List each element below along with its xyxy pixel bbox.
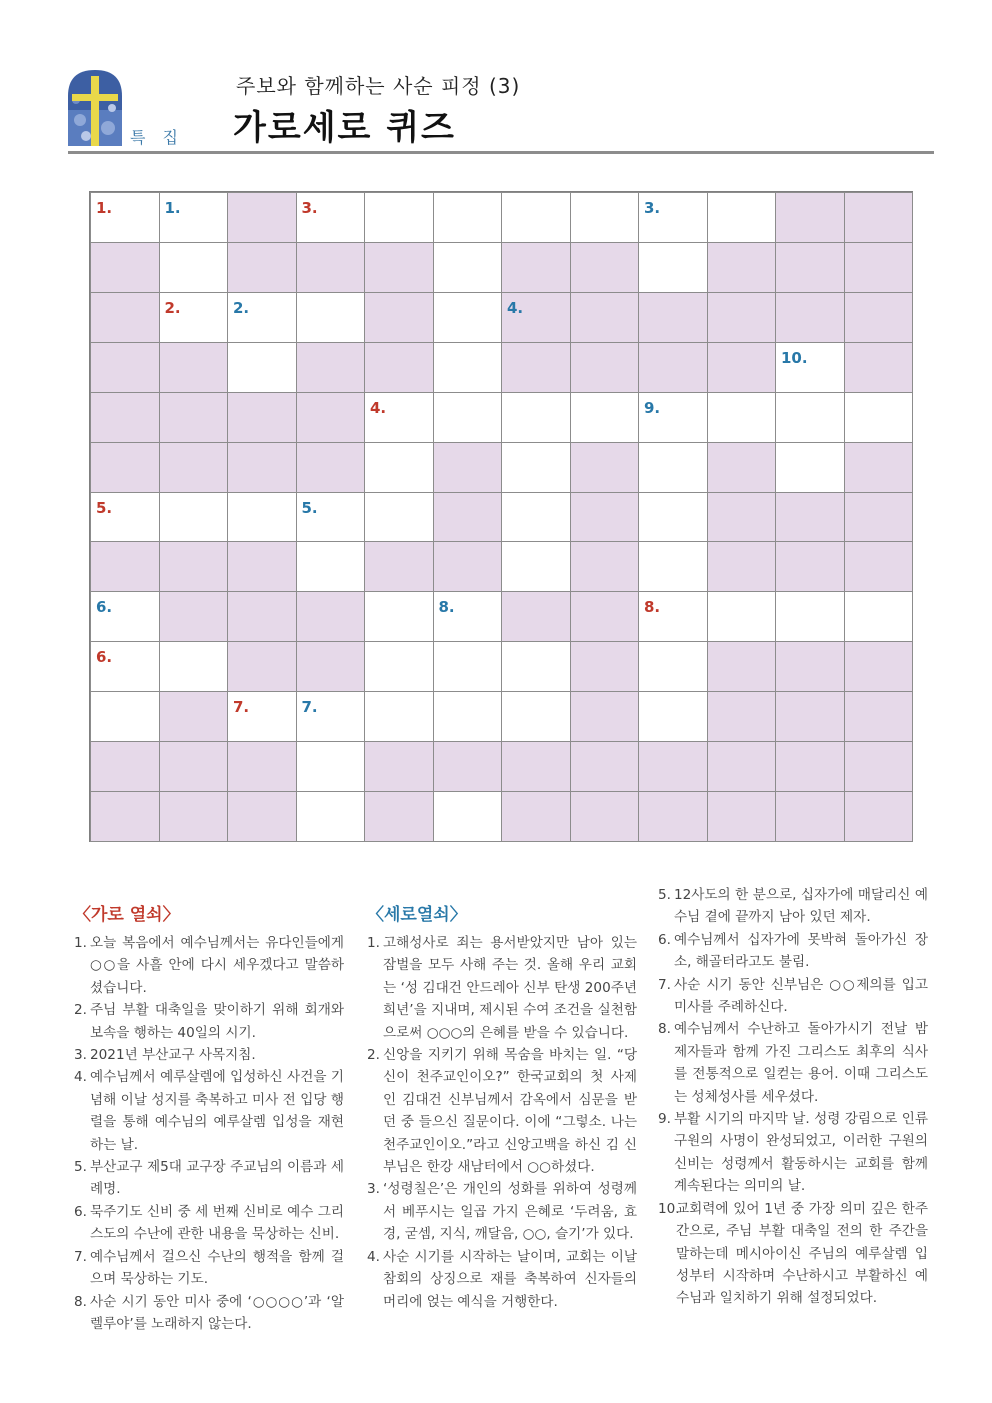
shaded-cell — [227, 392, 297, 443]
shaded-cell — [159, 342, 229, 393]
answer-cell[interactable] — [501, 541, 571, 592]
shaded-cell — [775, 691, 845, 742]
answer-cell[interactable] — [433, 791, 503, 842]
answer-cell[interactable] — [775, 442, 845, 493]
answer-cell[interactable] — [364, 641, 434, 692]
clue-text: 사순 시기를 시작하는 날이며, 교회는 이날 참회의 상징으로 재를 축복하여 신자들의 머리에 얹는 예식을 거행한다. — [383, 1248, 637, 1310]
shaded-cell — [638, 342, 708, 393]
clue-text: 교회력에 있어 1년 중 가장 의미 깊은 한주간으로, 주님 부활 대축일 전의 한 주간을 말하는데 메시아이신 주님의 예루살렘 입성부터 시작하며 수난하시고 부활하신 예수님과 일치하기 위해 설정되었다. — [676, 1200, 928, 1307]
clue-text: 사순 시기 동안 미사 중에 ‘○○○○’과 ‘알렐루야’를 노래하지 않는다. — [90, 1293, 344, 1332]
answer-cell[interactable] — [159, 641, 229, 692]
clue-text: 주님 부활 대축일을 맞이하기 위해 회개와 보속을 행하는 40일의 시기. — [90, 1002, 344, 1041]
shaded-cell — [844, 492, 914, 543]
page-title: 가로세로 퀴즈 — [233, 108, 456, 148]
answer-cell[interactable] — [570, 392, 640, 443]
section-badge: 특 집 — [130, 128, 184, 147]
shaded-cell — [90, 242, 160, 293]
shaded-cell — [501, 292, 571, 343]
answer-cell[interactable] — [90, 591, 160, 642]
shaded-cell — [433, 442, 503, 493]
answer-cell[interactable] — [90, 691, 160, 742]
across-clues — [74, 902, 344, 1335]
shaded-cell — [501, 741, 571, 792]
clue-text: 고해성사로 죄는 용서받았지만 남아 있는 잠벌을 모두 사해 주는 것. 올해 우리 교회는 ‘성 김대건 안드레아 신부 탄생 200주년 희년’을 지내며, 제시된 수여 조건을 실천함으로써 ○○○의 은혜를 받을 수 있습니다. — [383, 935, 637, 1041]
shaded-cell — [501, 342, 571, 393]
shaded-cell — [570, 541, 640, 592]
shaded-cell — [227, 591, 297, 642]
shaded-cell — [570, 292, 640, 343]
answer-cell[interactable] — [364, 691, 434, 742]
down-clues — [367, 902, 637, 1313]
shaded-cell — [707, 292, 777, 343]
shaded-cell — [775, 641, 845, 692]
shaded-cell — [364, 741, 434, 792]
shaded-cell — [570, 691, 640, 742]
shaded-cell — [433, 541, 503, 592]
shaded-cell — [159, 591, 229, 642]
answer-cell[interactable] — [296, 741, 366, 792]
shaded-cell — [501, 791, 571, 842]
answer-cell[interactable] — [433, 691, 503, 742]
across-clue-number: 4. — [370, 398, 387, 417]
clue-text: 예수님께서 수난하고 돌아가시기 전날 밤 제자들과 함께 가진 그리스도 최후의 식사를 전통적으로 일컫는 용어. 이때 그리스도는 성체성사를 세우셨다. — [674, 1021, 928, 1105]
answer-cell[interactable] — [296, 691, 366, 742]
answer-cell[interactable] — [501, 691, 571, 742]
shaded-cell — [775, 192, 845, 243]
shaded-cell — [296, 392, 366, 443]
across-clue-number: 8. — [644, 598, 661, 617]
shaded-cell — [844, 541, 914, 592]
down-clue — [658, 929, 928, 974]
shaded-cell — [296, 442, 366, 493]
down-clue — [658, 1018, 928, 1108]
shaded-cell — [227, 541, 297, 592]
answer-cell[interactable] — [296, 541, 366, 592]
answer-cell[interactable] — [707, 591, 777, 642]
answer-cell[interactable] — [159, 492, 229, 543]
shaded-cell — [501, 242, 571, 293]
shaded-cell — [159, 442, 229, 493]
shaded-cell — [90, 292, 160, 343]
shaded-cell — [707, 691, 777, 742]
across-clue-number: 6. — [96, 648, 113, 667]
clue-text: 예수님께서 십자가에 못박혀 돌아가신 장소, 해골터라고도 불림. — [674, 931, 928, 971]
clue-number: 3. — [74, 1047, 87, 1064]
across-clue-number: 3. — [301, 199, 318, 217]
shaded-cell — [844, 442, 914, 493]
down-clue — [367, 1246, 637, 1313]
answer-cell[interactable] — [364, 392, 434, 443]
across-clue-number: 7. — [233, 698, 250, 717]
answer-cell[interactable] — [296, 292, 366, 343]
answer-cell[interactable] — [775, 392, 845, 443]
shaded-cell — [775, 541, 845, 592]
answer-cell[interactable] — [501, 492, 571, 543]
clue-text: 예수님께서 예루살렘에 입성하신 사건을 기념해 이날 성지를 축복하고 미사 전 입당 행렬을 통해 예수님의 예루살렘 입성을 재현하는 날. — [90, 1069, 344, 1153]
shaded-cell — [227, 192, 297, 243]
shaded-cell — [775, 791, 845, 842]
shaded-cell — [570, 342, 640, 393]
answer-cell[interactable] — [433, 392, 503, 443]
shaded-cell — [844, 192, 914, 243]
clue-number: 4. — [74, 1069, 87, 1086]
shaded-cell — [707, 442, 777, 493]
across-clue — [74, 1201, 344, 1246]
shaded-cell — [296, 591, 366, 642]
answer-cell[interactable] — [844, 591, 914, 642]
down-clue-number: 7. — [301, 698, 318, 717]
answer-cell[interactable] — [227, 492, 297, 543]
shaded-cell — [707, 492, 777, 543]
clue-number: 2. — [367, 1047, 380, 1064]
shaded-cell — [844, 292, 914, 343]
down-clue — [658, 884, 928, 929]
answer-cell[interactable] — [638, 392, 708, 443]
clue-number: 6. — [658, 931, 671, 948]
answer-cell[interactable] — [775, 342, 845, 393]
clue-text: 예수님께서 걸으신 수난의 행적을 함께 걸으며 묵상하는 기도. — [90, 1248, 344, 1288]
clue-number: 6. — [74, 1203, 87, 1220]
shaded-cell — [227, 641, 297, 692]
shaded-cell — [775, 741, 845, 792]
clue-number: 5. — [658, 887, 671, 903]
across-clue-number: 5. — [96, 498, 113, 517]
answer-cell[interactable] — [227, 342, 297, 393]
shaded-cell — [227, 242, 297, 293]
across-clue — [74, 1291, 344, 1336]
answer-cell[interactable] — [775, 591, 845, 642]
clue-text: 사순 시기 동안 신부님은 ○○제의를 입고 미사를 주례하신다. — [674, 976, 928, 1016]
answer-cell[interactable] — [501, 641, 571, 692]
shaded-cell — [775, 492, 845, 543]
shaded-cell — [90, 541, 160, 592]
shaded-cell — [296, 342, 366, 393]
clue-text: 오늘 복음에서 예수님께서는 유다인들에게 ○○을 사흘 안에 다시 세우겠다고 말씀하셨습니다. — [90, 935, 344, 996]
answer-cell[interactable] — [707, 392, 777, 443]
shaded-cell — [844, 342, 914, 393]
shaded-cell — [501, 591, 571, 642]
answer-cell[interactable] — [364, 192, 434, 243]
answer-cell[interactable] — [90, 492, 160, 543]
answer-cell[interactable] — [638, 442, 708, 493]
answer-cell[interactable] — [638, 192, 708, 243]
answer-cell[interactable] — [570, 192, 640, 243]
across-clue — [74, 1044, 344, 1066]
shaded-cell — [570, 492, 640, 543]
clue-text: 2021년 부산교구 사목지침. — [90, 1047, 256, 1064]
clue-number: 1. — [74, 935, 87, 951]
shaded-cell — [227, 791, 297, 842]
answer-cell[interactable] — [296, 192, 366, 243]
shaded-cell — [570, 442, 640, 493]
down-clue-number: 10. — [781, 348, 808, 367]
shaded-cell — [159, 541, 229, 592]
clue-number: 7. — [658, 976, 671, 993]
down-clue — [658, 974, 928, 1019]
answer-cell[interactable] — [90, 641, 160, 692]
answer-cell[interactable] — [364, 492, 434, 543]
shaded-cell — [707, 541, 777, 592]
shaded-cell — [844, 741, 914, 792]
clue-text: 부활 시기의 마지막 날. 성령 강림으로 인류 구원의 사명이 완성되었고, 이러한 구원의 신비는 성령께서 활동하시는 교회를 함께 계속된다는 의미의 날. — [674, 1111, 928, 1195]
shaded-cell — [707, 791, 777, 842]
answer-cell[interactable] — [159, 242, 229, 293]
shaded-cell — [570, 791, 640, 842]
down-clue-number: 9. — [644, 398, 661, 417]
down-clue-number: 8. — [438, 598, 455, 617]
down-clue — [367, 1044, 637, 1178]
across-clue — [74, 1066, 344, 1156]
clue-number: 5. — [74, 1159, 87, 1176]
shaded-cell — [227, 741, 297, 792]
down-clue-number: 2. — [233, 298, 250, 317]
answer-cell[interactable] — [159, 292, 229, 343]
shaded-cell — [364, 342, 434, 393]
answer-cell[interactable] — [501, 392, 571, 443]
shaded-cell — [90, 392, 160, 443]
answer-cell[interactable] — [433, 192, 503, 243]
answer-cell[interactable] — [638, 492, 708, 543]
across-clue — [74, 932, 344, 999]
shaded-cell — [775, 242, 845, 293]
clue-number: 8. — [658, 1021, 671, 1038]
shaded-cell — [364, 791, 434, 842]
answer-cell[interactable] — [844, 392, 914, 443]
shaded-cell — [296, 641, 366, 692]
header-divider — [68, 151, 934, 154]
shaded-cell — [433, 492, 503, 543]
across-clues-title: 〈가로 열쇠〉 — [74, 905, 180, 925]
answer-cell[interactable] — [364, 442, 434, 493]
clue-text: ‘성령칠은’은 개인의 성화를 위하여 성령께서 베푸시는 일곱 가지 은혜로 ‘두려움, 효경, 굳셈, 지식, 깨달음, ○○, 슬기’가 있다. — [383, 1181, 637, 1243]
answer-cell[interactable] — [227, 691, 297, 742]
stained-glass-cross-icon — [68, 70, 122, 146]
answer-cell[interactable] — [433, 591, 503, 642]
across-clue-number: 1. — [96, 199, 113, 217]
shaded-cell — [90, 342, 160, 393]
shaded-cell — [159, 691, 229, 742]
across-clue — [74, 1156, 344, 1201]
answer-cell[interactable] — [364, 591, 434, 642]
answer-cell[interactable] — [638, 591, 708, 642]
clue-number: 10. — [658, 1200, 680, 1217]
shaded-cell — [227, 442, 297, 493]
answer-cell[interactable] — [433, 292, 503, 343]
down-clue-number: 6. — [96, 598, 113, 617]
down-clue-number: 1. — [164, 199, 181, 217]
down-clue — [658, 1198, 928, 1310]
shaded-cell — [570, 641, 640, 692]
shaded-cell — [570, 242, 640, 293]
answer-cell[interactable] — [638, 641, 708, 692]
answer-cell[interactable] — [638, 691, 708, 742]
answer-cell[interactable] — [296, 492, 366, 543]
answer-cell[interactable] — [707, 192, 777, 243]
clue-text: 부산교구 제5대 교구장 주교님의 이름과 세례명. — [90, 1159, 344, 1198]
shaded-cell — [638, 741, 708, 792]
clue-number: 8. — [74, 1293, 87, 1310]
shaded-cell — [159, 741, 229, 792]
shaded-cell — [707, 741, 777, 792]
down-clue — [658, 1108, 928, 1198]
shaded-cell — [570, 741, 640, 792]
answer-cell[interactable] — [227, 292, 297, 343]
answer-cell[interactable] — [433, 342, 503, 393]
clue-text: 12사도의 한 분으로, 십자가에 매달리신 예수님 곁에 끝까지 남아 있던 제자. — [674, 887, 928, 926]
answer-cell[interactable] — [159, 192, 229, 243]
down-clues-continued — [658, 884, 928, 1310]
answer-cell[interactable] — [90, 192, 160, 243]
down-clue-number: 5. — [301, 498, 318, 517]
shaded-cell — [364, 541, 434, 592]
answer-cell[interactable] — [433, 242, 503, 293]
shaded-cell — [433, 741, 503, 792]
shaded-cell — [707, 342, 777, 393]
shaded-cell — [90, 791, 160, 842]
down-clue-number: 3. — [644, 199, 661, 217]
clue-number: 3. — [367, 1181, 380, 1198]
clue-number: 4. — [367, 1248, 380, 1265]
shaded-cell — [296, 242, 366, 293]
shaded-cell — [90, 741, 160, 792]
answer-cell[interactable] — [501, 442, 571, 493]
clue-text: 신앙을 지키기 위해 목숨을 바치는 일. “당신이 천주교인이오?” 한국교회의 첫 사제인 김대건 신부님께서 감옥에서 심문을 받던 중 들으신 질문이다. 이에 “그렇소. 나는 천주교인이오.”라고 신앙고백을 하신 김 신부님은 한강 새남터에서 ○○하셨다. — [383, 1047, 637, 1176]
down-clues-title: 〈세로열쇠〉 — [367, 905, 467, 925]
shaded-cell — [159, 392, 229, 443]
answer-cell[interactable] — [433, 641, 503, 692]
shaded-cell — [844, 242, 914, 293]
clue-text: 묵주기도 신비 중 세 번째 신비로 예수 그리스도의 수난에 관한 내용을 묵상하는 신비. — [90, 1203, 344, 1243]
shaded-cell — [638, 292, 708, 343]
shaded-cell — [364, 292, 434, 343]
across-clue-number: 2. — [164, 298, 181, 317]
shaded-cell — [775, 292, 845, 343]
clue-number: 2. — [74, 1002, 87, 1019]
shaded-cell — [707, 242, 777, 293]
clue-number: 9. — [658, 1111, 671, 1128]
shaded-cell — [844, 641, 914, 692]
answer-cell[interactable] — [638, 242, 708, 293]
shaded-cell — [364, 242, 434, 293]
down-clue — [367, 1178, 637, 1245]
clue-number: 7. — [74, 1248, 87, 1265]
answer-cell[interactable] — [296, 791, 366, 842]
shaded-cell — [90, 442, 160, 493]
down-clue — [367, 932, 637, 1044]
down-clue-number: 4. — [507, 298, 524, 317]
answer-cell[interactable] — [638, 541, 708, 592]
answer-cell[interactable] — [501, 192, 571, 243]
shaded-cell — [159, 791, 229, 842]
crossword-grid — [89, 191, 913, 842]
shaded-cell — [844, 791, 914, 842]
page-subtitle: 주보와 함께하는 사순 피정 (3) — [236, 74, 521, 98]
across-clue — [74, 999, 344, 1044]
clue-number: 1. — [367, 935, 380, 951]
shaded-cell — [570, 591, 640, 642]
shaded-cell — [844, 691, 914, 742]
across-clue — [74, 1246, 344, 1291]
shaded-cell — [707, 641, 777, 692]
shaded-cell — [638, 791, 708, 842]
